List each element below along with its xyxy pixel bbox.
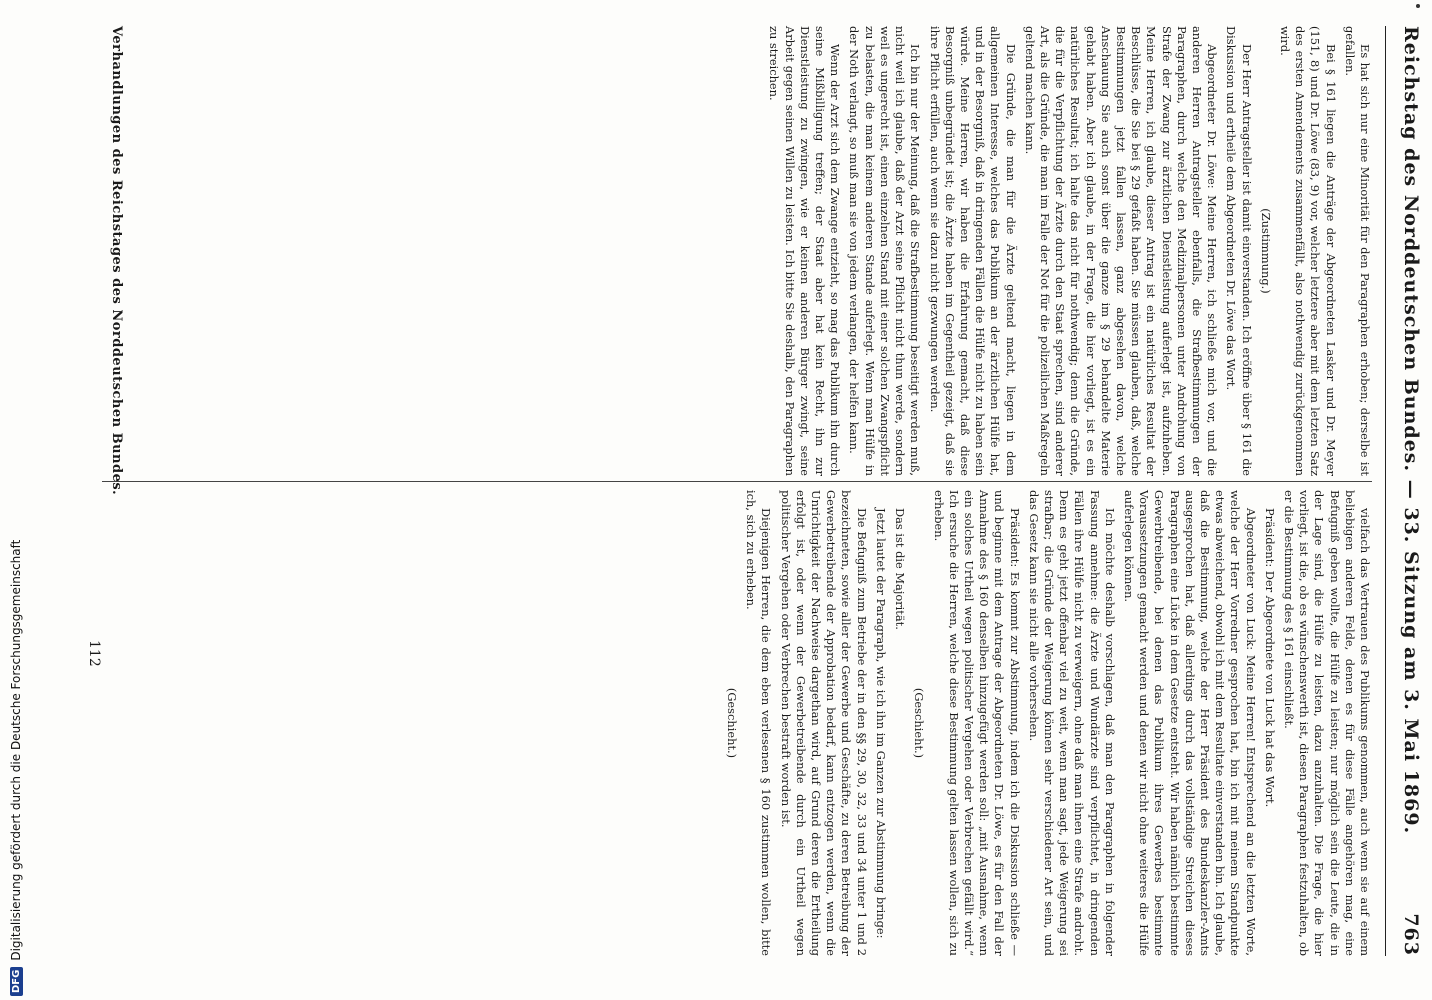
paragraph: vielfach das Vertrauen des Publikums genommen, auch wenn sie auf einem beliebigen anderen Felde, denen es für diese Fälle angehören mag, eine Befugniß geben wollte, die Hülfe zu leisten; nur möglich sein die Leute, die in der Lage sind, die Hülfe zu leisten, dazu anzuhalten. Die Frage, die hier vorliegt, ist die, ob es wünschenswerth ist, diesen Paragraphen festzuhalten, ob er die Bestimmung des § 161 einschließt.	[1281, 490, 1372, 956]
paragraph: Bei § 161 liegen die Anträge der Abgeordneten Lasker und Dr. Meyer (151, 8) und Dr. Löwe (83, 9) vor, welcher letztere aber mit dem letzten Satz des ersten Amendements zusammenfällt, also nothwendig zurückgenommen wird.	[1277, 26, 1338, 476]
paragraph: Abgeordneter von Luck: Meine Herren! Entsprechend an die letzten Worte, welche der Herr Vorredner gesprochen hat, bin ich mit meinem Standpunkte etwas abweichend, obwohl ich mit dem Resultate einverstanden bin. Ich glaube, daß die Bestimmung, welche der Herr Präsident des Bundeskanzler-Amts ausgesprochen hat, daß allerdings durch das vollständige Streichen dieses Paragraphen eine Lücke in dem Gesetze entsteht. Wir haben nämlich bestimmte Gewerbtreibende, bei denen das Publikum ihres Gewerbes bestimmte Voraussetzungen gemacht werden und denen wir nicht ohne weiteres die Hülfe auferlegen können.	[1121, 490, 1258, 956]
paragraph: Die Befugniß zum Betriebe der in den §§ 29, 30, 32, 33 und 34 unter 1 und 2 bezeichneten, sowie aller der Gewerbe und Geschäfte, zu deren Betreibung der Gewerbetreibende der Approbation bedarf, kann entzogen werden, wenn die Unrichtigkeit der Nachweise dargethan wird, auf Grund deren die Ertheilung erfolgt ist, oder wenn der Gewerbetreibende durch ein Urtheil wegen politischer Vergehen oder Verbrechen bestraft worden ist.	[778, 490, 869, 956]
dfg-logo-icon: DFG	[10, 967, 23, 996]
paragraph: (Geschieht.)	[725, 687, 740, 759]
footer-page-mark: 112	[86, 640, 102, 667]
paragraph: Wenn der Arzt sich dem Zwange entzieht, so mag das Publikum ihn durch seine Mißbilligung treffen; der Staat aber hat kein Recht, ihn zur Dienstleistung zu zwingen, wie er keinen anderen Bürger zwingt, seine Arbeit gegen seinen Willen zu leisten. Ich bitte Sie deshalb, den Paragraphen zu streichen.	[767, 26, 843, 476]
right-column	[720, 490, 1372, 956]
header-page-number: 763	[1400, 913, 1422, 956]
paragraph: (Geschieht.)	[912, 687, 927, 759]
paragraph: Ich bin nur der Meinung, daß die Strafbestimmung beseitigt werden muß, nicht weil ich glaube, daß der Arzt seine Pflicht nicht thun werde, sondern weil es ungerecht ist, einen einzelnen Stand mit einer solchen Zwangspflicht zu belasten, die man keinem anderen Stande auferlegt. Wenn man Hülfe in der Noth verlangt, so muß man sie von jedem verlangen, der helfen kann.	[847, 26, 923, 476]
paragraph: Die Gründe, die man für die Ärzte geltend macht, liegen in dem allgemeinen Interesse, welches das Publikum an der ärztlichen Hülfe hat, und in der Besorgniß, daß in dringenden Fällen die Hülfe nicht zu haben sein würde. Meine Herren, wir haben die Erfahrung gemacht, daß diese Besorgniß unbegründet ist; die Ärzte haben im Gegentheil gezeigt, daß sie ihre Pflicht erfüllen, auch wenn sie dazu nicht gezwungen werden.	[927, 26, 1018, 476]
left-column	[762, 26, 1372, 476]
footer-signature: Verhandlungen des Reichstages des Norddeutschen Bundes.	[109, 26, 124, 496]
header-title: Reichstag des Norddeutschen Bundes. — 33. Sitzung am 3. Mai 1869.	[1400, 26, 1422, 835]
paragraph: Präsident: Es kommt zur Abstimmung, indem ich die Diskussion schließe — und beginne mit dem Antrage der Abgeordneten Dr. Löwe, es für den Fall der Annahme des § 160 denselben hinzugefügt werden soll: „mit Ausnahme, wenn ein solches Urtheil wegen politischer Vergehen oder Verbrechen gefällt wird.“ Ich ersuche die Herren, welche diese Bestimmung gelten lassen wollen, sich zu erheben.	[931, 490, 1022, 956]
paragraph: Ich möchte deshalb vorschlagen, daß man den Paragraphen in folgender Fassung annehme: die Ärzte und Wundärzte sind verpflichtet, in dringenden Fällen ihre Hülfe nicht zu verweigern, ohne daß man ihnen eine Strafe androht. Denn es geht jetzt offenbar viel zu weit, wenn man sagt, jede Weigerung sei strafbar; die Gründe der Weigerung können sehr verschiedener Art sein, und das Gesetz kann sie nicht alle vorhersehen.	[1026, 490, 1117, 956]
page-header	[1384, 26, 1428, 956]
paragraph: Es hat sich nur eine Minorität für den Paragraphen erhoben; derselbe ist gefallen.	[1342, 26, 1372, 476]
scan-dot	[1416, 4, 1420, 8]
column-divider	[102, 481, 1372, 482]
paragraph: Jetzt lautet der Paragraph, wie ich ihn im Ganzen zur Abstimmung bringe:	[873, 508, 888, 939]
side-label	[4, 0, 28, 996]
paragraph: Diejenigen Herren, die dem eben verlesenen § 160 zustimmen wollen, bitte ich, sich zu erheben.	[744, 490, 774, 956]
header-rule	[1385, 26, 1386, 956]
paragraph: Der Herr Antragsteller ist damit einverstanden. Ich eröffne über § 161 die Diskussion und ertheile dem Abgeordneten Dr. Löwe das Wort.	[1224, 26, 1254, 476]
paragraph: Abgeordneter Dr. Löwe: Meine Herren, ich schließe mich vor, und die anderen Herren Antragsteller ebenfalls, die Strafbestimmungen der Paragraphen, durch welche den Medizinalpersonen unter Androhung von Strafe der Zwang zur ärztlichen Dienstleistung auferlegt ist, aufzuheben. Meine Herren, ich glaube, dieser Antrag ist ein natürliches Resultat der Beschlüsse, die Sie bei § 29 gefaßt haben. Sie müssen glauben, daß, welche Bestimmungen jetzt fallen lassen, ganz abgesehen davon, welche Anschauung Sie auch sonst über die ganze im § 29 behandelte Materie gehabt haben. Aber ich glaube, in der Frage, die hier vorliegt, ist es ein natürliches Resultat; ich halte das nicht für nothwendig; denn die Gründe, die für die Verpflichtung der Ärzte durch den Staat sprechen, sind anderer Art, als die Gründe, die man im Falle der Not für die polizeilichen Maßregeln geltend machen kann.	[1022, 26, 1220, 476]
paragraph: Präsident: Der Abgeordnete von Luck hat das Wort.	[1262, 508, 1277, 808]
paragraph: Das ist die Majorität.	[893, 508, 908, 630]
paragraph: (Zustimmung.)	[1258, 208, 1273, 294]
side-label-text: Digitalisierung gefördert durch die Deutsche Forschungsgemeinschaft	[9, 539, 23, 961]
